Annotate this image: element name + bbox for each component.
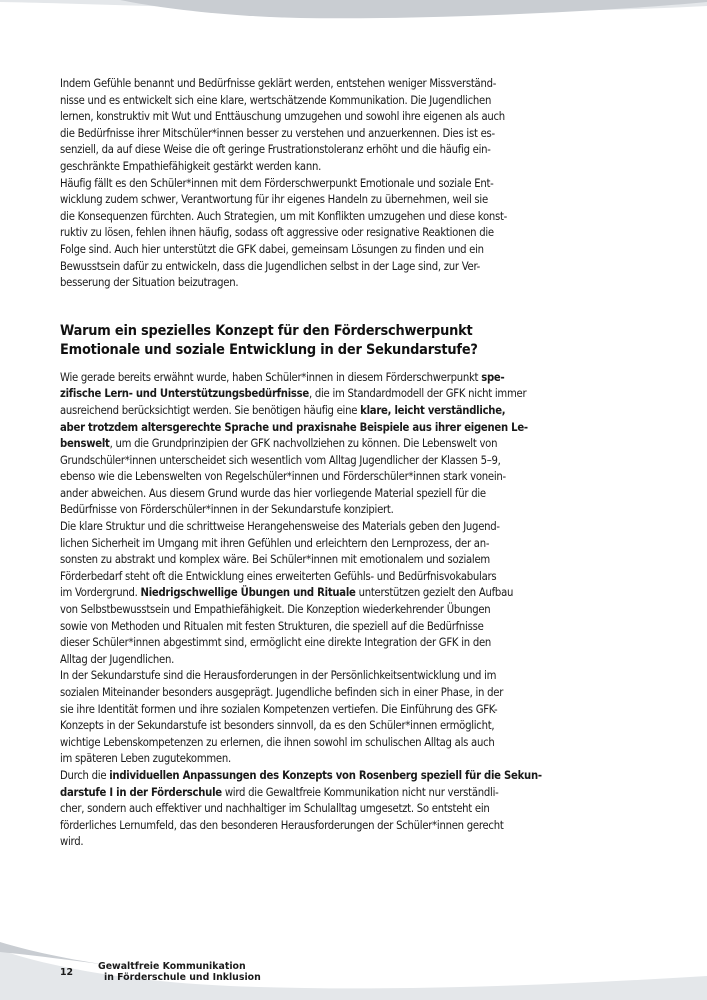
text-line bbox=[60, 685, 652, 702]
text-span: cher, sondern auch effektiver und nachhaltiger im Schulalltag umgesetzt. So entsteht ein bbox=[60, 802, 490, 816]
text-line bbox=[60, 768, 652, 785]
text-span: Förderbedarf steht oft die Entwicklung eines erweiterten Gefühls- und Bedürfnisvokabulars bbox=[60, 569, 497, 583]
body-paragraph bbox=[60, 519, 652, 668]
text-line: Indem Gefühle benannt und Bedürfnisse geklärt werden, entstehen weniger Missverständ- bbox=[60, 77, 497, 90]
text-span: im späteren Leben zugutekommen. bbox=[60, 752, 231, 766]
text-line bbox=[60, 536, 652, 553]
text-span: dieser Schüler*innen abgestimmt sind, ermöglicht eine direkte Integration der GFK in den bbox=[60, 636, 492, 650]
text-line: senziell, da auf diese Weise die oft geringe Frustrationstoleranz erhöht und die häufig ein- bbox=[60, 143, 491, 157]
text-line bbox=[60, 785, 652, 802]
text-line bbox=[60, 502, 652, 519]
text-line bbox=[60, 702, 652, 719]
bold-text: individuellen Anpassungen des Konzepts von Rosenberg speziell für die Sekun- bbox=[109, 768, 542, 782]
top-decorative-swoosh bbox=[0, 0, 707, 40]
text-span: lichen Sicherheit im Umgang mit ihren Gefühlen und erleichtern den Lernprozess, der an- bbox=[60, 536, 490, 550]
heading-line: Emotionale und soziale Entwicklung in der Sekundarstufe? bbox=[60, 341, 478, 358]
text-span: von Selbstbewusstsein und Empathiefähigkeit. Die Konzeption wiederkehrender Übungen bbox=[60, 603, 491, 617]
text-line: Bewusstsein dafür zu entwickeln, dass die Jugendlichen selbst in der Lage sind, zur Ver- bbox=[60, 259, 481, 273]
text-line bbox=[60, 453, 652, 470]
text-line bbox=[60, 552, 652, 569]
text-span: sozialen Miteinander besonders ausgeprägt. Jugendliche befinden sich in einer Phase, in der bbox=[60, 686, 504, 699]
text-line bbox=[60, 370, 652, 387]
text-line bbox=[60, 818, 652, 835]
text-line: besserung der Situation beizutragen. bbox=[60, 276, 239, 290]
body-paragraph bbox=[60, 76, 652, 176]
bold-text: klare, leicht verständliche, bbox=[360, 403, 506, 417]
text-span: Bedürfnisse von Förderschüler*innen in der Sekundarstufe konzipiert. bbox=[60, 503, 394, 517]
text-span: Grundschüler*innen unterscheidet sich wesentlich vom Alltag Jugendlicher der Klassen 5–9, bbox=[60, 453, 501, 467]
bold-text: darstufe I in der Förderschule bbox=[60, 785, 222, 799]
text-line bbox=[60, 652, 652, 669]
text-line bbox=[60, 635, 652, 652]
text-span: In der Sekundarstufe sind die Herausforderungen in der Persönlichkeitsentwicklung und im bbox=[60, 669, 497, 683]
text-line: nisse und es entwickelt sich eine klare, wertschätzende Kommunikation. Die Jugendlichen bbox=[60, 93, 492, 107]
text-span: ander abweichen. Aus diesem Grund wurde das hier vorliegende Material speziell für die bbox=[60, 486, 486, 500]
text-line: Folge sind. Auch hier unterstützt die GFK dabei, gemeinsam Lösungen zu finden und ein bbox=[60, 242, 484, 256]
main-content bbox=[60, 76, 652, 851]
section-heading bbox=[60, 322, 652, 360]
text-line: lernen, konstruktiv mit Wut und Enttäuschung umzugehen und sowohl ihre eigenen als auch bbox=[60, 110, 505, 124]
text-span: Die klare Struktur und die schrittweise Herangehensweise des Materials geben den Jugend- bbox=[60, 520, 500, 534]
intro-section bbox=[60, 76, 652, 292]
text-span: im Vordergrund. bbox=[60, 586, 141, 600]
text-line bbox=[60, 735, 652, 752]
text-line: die Bedürfnisse ihrer Mitschüler*innen besser zu verstehen und anzuerkennen. Dies ist es- bbox=[60, 126, 495, 140]
text-line bbox=[60, 386, 652, 403]
text-line bbox=[60, 834, 652, 851]
bold-text: zifische Lern- und Unterstützungsbedürfnisse bbox=[60, 387, 309, 401]
text-span: Wie gerade bereits erwähnt wurde, haben Schüler*innen in diesem Förderschwerpunkt bbox=[60, 370, 482, 384]
text-line bbox=[60, 585, 652, 602]
text-span: sowie von Methoden und Ritualen mit festen Strukturen, die speziell auf die Bedürfnisse bbox=[60, 619, 484, 633]
text-line bbox=[60, 619, 652, 636]
text-line bbox=[60, 569, 652, 586]
text-span: ausreichend berücksichtigt werden. Sie benötigen häufig eine bbox=[60, 403, 361, 417]
body-sections bbox=[60, 370, 652, 851]
bold-text: Niedrigschwellige Übungen und Rituale bbox=[140, 586, 356, 600]
text-span: wird die Gewaltfreie Kommunikation nicht nur verständli- bbox=[221, 785, 499, 799]
bold-text: spe- bbox=[481, 370, 505, 384]
text-line bbox=[60, 420, 652, 437]
body-paragraph bbox=[60, 176, 652, 292]
text-span: unterstützen gezielt den Aufbau bbox=[355, 586, 514, 600]
text-span: sie ihre Identität formen und ihre sozialen Kompetenzen vertiefen. Die Einführung des GFK- bbox=[60, 702, 498, 716]
text-line: geschränkte Empathiefähigkeit gestärkt werden kann. bbox=[60, 159, 322, 173]
text-line bbox=[60, 668, 652, 685]
text-span: förderliches Lernumfeld, das den besonderen Herausforderungen der Schüler*innen gerecht bbox=[60, 818, 504, 832]
text-line: wicklung zudem schwer, Verantwortung für ihr eigenes Handeln zu übernehmen, weil sie bbox=[60, 193, 488, 207]
text-span: , um die Grundprinzipien der GFK nachvollziehen zu können. Die Lebenswelt von bbox=[109, 437, 498, 451]
text-line: Häufig fällt es den Schüler*innen mit dem Förderschwerpunkt Emotionale und soziale Ent- bbox=[60, 176, 494, 190]
text-span: wird. bbox=[60, 835, 84, 849]
body-paragraph bbox=[60, 668, 652, 768]
body-paragraph bbox=[60, 768, 652, 851]
body-paragraph bbox=[60, 370, 652, 519]
text-span: ebenso wie die Lebenswelten von Regelschüler*innen und Förderschüler*innen stark vonein- bbox=[60, 470, 506, 484]
text-span: wichtige Lebenskompetenzen zu erlernen, die ihnen sowohl im schulischen Alltag als auch bbox=[60, 735, 495, 749]
text-line bbox=[60, 469, 652, 486]
text-line bbox=[60, 801, 652, 818]
text-line bbox=[60, 751, 652, 768]
text-line: die Konsequenzen fürchten. Auch Strategien, um mit Konflikten umzugehen und diese konst- bbox=[60, 209, 508, 223]
page-number: 12 bbox=[60, 967, 74, 978]
bold-text: benswelt bbox=[60, 437, 110, 451]
text-span: Konzepts in der Sekundarstufe ist besonders sinnvoll, da es den Schüler*innen ermöglicht, bbox=[60, 719, 495, 733]
text-span: Durch die bbox=[60, 768, 110, 782]
footer-title-line: Gewaltfreie Kommunikation bbox=[98, 961, 246, 972]
text-span: Alltag der Jugendlichen. bbox=[60, 652, 175, 666]
text-line bbox=[60, 602, 652, 619]
footer-title-line: in Förderschule und Inklusion bbox=[104, 972, 261, 983]
text-line bbox=[60, 718, 652, 735]
text-line bbox=[60, 436, 652, 453]
text-span: sonsten zu abstrakt und komplex wäre. Bei Schüler*innen mit emotionalem und sozialem bbox=[60, 553, 490, 567]
bold-text: aber trotzdem altersgerechte Sprache und praxisnahe Beispiele aus ihrer eigenen Le- bbox=[60, 420, 528, 434]
text-line: ruktiv zu lösen, fehlen ihnen häufig, sodass oft aggressive oder resignative Reaktionen die bbox=[60, 226, 494, 240]
footer-title bbox=[98, 961, 261, 983]
heading-line: Warum ein spezielles Konzept für den Förderschwerpunkt bbox=[60, 322, 473, 339]
text-line bbox=[60, 486, 652, 503]
text-line bbox=[60, 519, 652, 536]
text-line bbox=[60, 403, 652, 420]
text-span: , die im Standardmodell der GFK nicht immer bbox=[308, 387, 527, 401]
